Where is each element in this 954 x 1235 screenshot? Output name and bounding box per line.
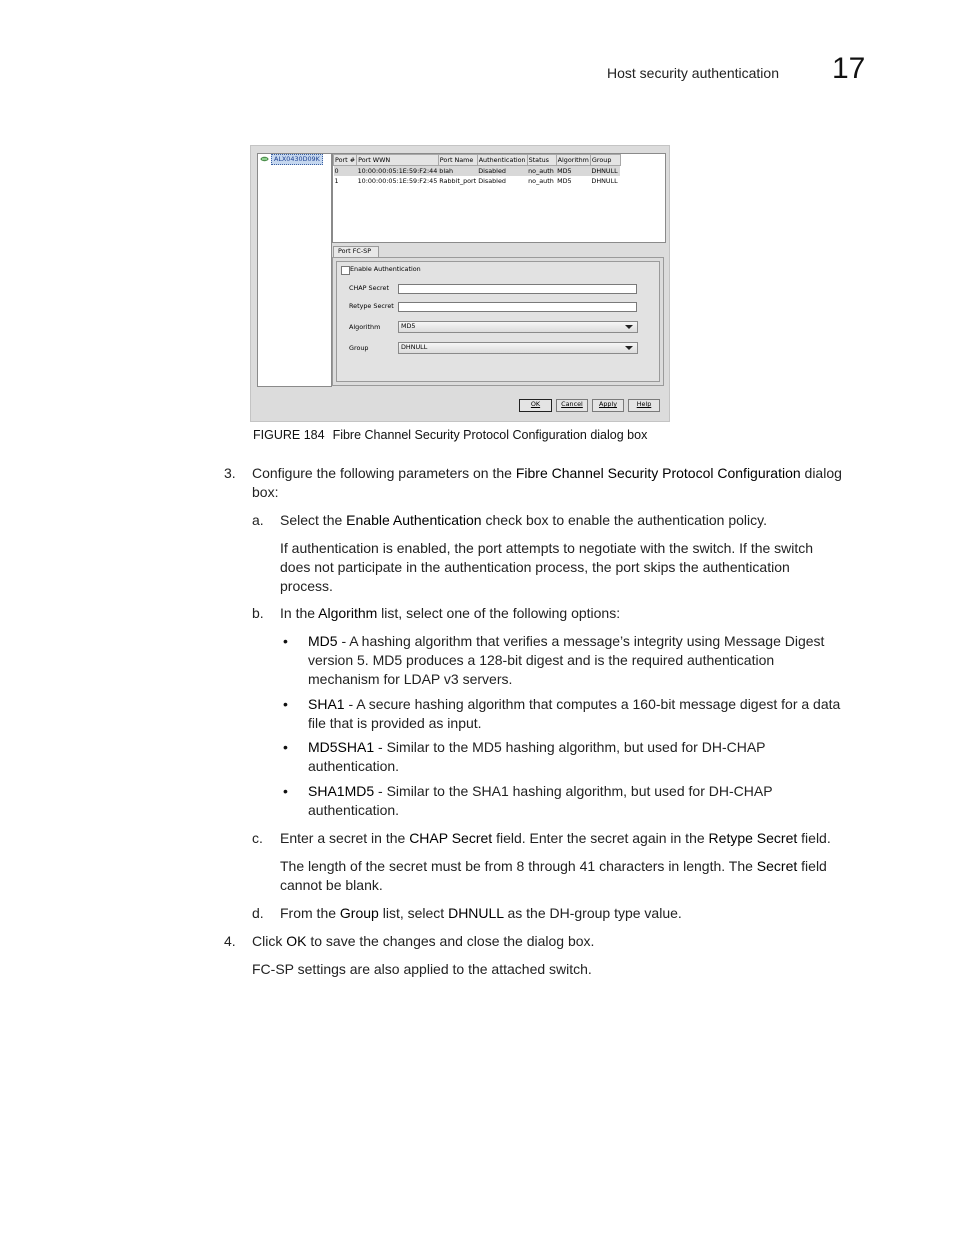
- table-cell: 0: [334, 166, 357, 177]
- step-4-paragraph: FC-SP settings are also applied to the attached switch.: [252, 961, 592, 977]
- table-header-row: [334, 155, 621, 166]
- bullet-icon: •: [283, 696, 288, 712]
- fc-sp-form: [336, 261, 660, 382]
- ok-button-label: OK: [530, 400, 541, 408]
- table-cell: Disabled: [477, 166, 527, 177]
- table-cell: Disabled: [478, 176, 506, 185]
- text-run: - Similar to the MD5 hashing algorithm, but used for DH-CHAP: [374, 739, 766, 755]
- table-cell: DHNULL: [590, 166, 620, 177]
- table-row[interactable]: [334, 166, 621, 177]
- ui-term: OK: [286, 933, 307, 949]
- help-button-label: Help: [636, 400, 652, 408]
- column-header[interactable]: Port Name: [438, 155, 477, 166]
- chap-secret-field[interactable]: [398, 284, 637, 294]
- bullet-icon: •: [283, 633, 288, 649]
- text-run: list, select: [378, 905, 449, 921]
- bullet-sha1: [308, 695, 883, 733]
- algorithm-select[interactable]: [398, 321, 638, 333]
- text-line: version 5. MD5 produces a 128-bit digest and is the required authentication: [308, 652, 775, 668]
- text-line: does not participate in the authentication process, the port skips the authentication: [280, 559, 790, 575]
- text-run: check box to enable the authentication policy.: [481, 512, 767, 528]
- ui-term: Group: [339, 905, 379, 921]
- text-run: From the: [280, 905, 340, 921]
- chap-secret-label: CHAP Secret: [349, 284, 389, 292]
- column-header[interactable]: Status: [527, 155, 556, 166]
- enable-authentication-checkbox[interactable]: [341, 266, 350, 275]
- substep-label: d.: [252, 905, 264, 921]
- column-header[interactable]: Authentication: [478, 155, 526, 164]
- ui-term: MD5SHA1: [308, 739, 375, 755]
- substep-c-text: [280, 829, 880, 848]
- text-run: Enter a secret in the: [280, 830, 410, 846]
- chevron-down-icon: [625, 325, 633, 329]
- apply-button-label: Apply: [598, 400, 618, 408]
- text-run: box:: [252, 484, 279, 500]
- retype-secret-label: Retype Secret: [349, 302, 394, 310]
- ui-term: CHAP Secret: [409, 830, 493, 846]
- port-table: [332, 153, 666, 243]
- ui-term: MD5: [308, 633, 338, 649]
- table-cell: MD5: [557, 176, 572, 185]
- figure-title: Fibre Channel Security Protocol Configuration dialog box: [332, 428, 648, 442]
- algorithm-value: MD5: [401, 322, 416, 330]
- text-line: mechanism for LDAP v3 servers.: [308, 671, 513, 687]
- text-run: Click: [252, 933, 287, 949]
- fc-sp-panel: [332, 257, 664, 386]
- substep-b-text: [280, 604, 872, 623]
- step-number: 3.: [224, 465, 236, 481]
- algorithm-label: Algorithm: [349, 323, 381, 331]
- network-device-icon: [260, 156, 269, 162]
- text-run: The length of the secret must be from 8 through 41 characters in length. The: [280, 858, 757, 874]
- figure-caption: [253, 428, 647, 442]
- text-line: authentication.: [308, 802, 400, 818]
- ui-term: Fibre Channel Security Protocol Configuration: [515, 465, 801, 481]
- cancel-button[interactable]: [556, 399, 588, 412]
- help-button[interactable]: [628, 399, 660, 412]
- text-run: Configure the following parameters on the: [252, 465, 516, 481]
- text-run: - Similar to the SHA1 hashing algorithm, but used for DH-CHAP: [374, 783, 773, 799]
- ui-term: Retype Secret: [708, 830, 798, 846]
- tree-node-device[interactable]: ALX0430D09K: [271, 154, 323, 165]
- column-header[interactable]: Algorithm: [557, 155, 589, 164]
- text-line: If authentication is enabled, the port attempts to negotiate with the switch. If the switch: [280, 540, 814, 556]
- substep-label: c.: [252, 830, 263, 846]
- text-line: cannot be blank.: [280, 877, 383, 893]
- table-cell: 10:00:00:05:1E:59:F2:45: [357, 176, 438, 185]
- table-cell: no_auth: [528, 176, 554, 185]
- bullet-sha1md5: [308, 782, 883, 820]
- group-label: Group: [349, 344, 369, 352]
- group-value: DHNULL: [401, 343, 428, 351]
- ui-term: Enable Authentication: [346, 512, 482, 528]
- substep-d-text: [280, 904, 880, 923]
- text-run: - A secure hashing algorithm that computes a 160-bit message digest for a data: [344, 696, 841, 712]
- dialog-screenshot: [250, 145, 670, 422]
- ok-button[interactable]: [519, 399, 552, 412]
- table-cell: DHNULL: [591, 176, 618, 185]
- table-cell: no_auth: [527, 166, 556, 177]
- text-run: dialog: [800, 465, 842, 481]
- text-line: file that is provided as input.: [308, 715, 482, 731]
- text-line: authentication.: [308, 758, 400, 774]
- cancel-button-label: Cancel: [561, 400, 583, 408]
- substep-c-paragraph: [280, 857, 880, 895]
- step-number: 4.: [224, 933, 236, 949]
- table-cell: blah: [438, 166, 477, 177]
- text-run: as the DH-group type value.: [503, 905, 682, 921]
- chevron-down-icon: [625, 346, 633, 350]
- table-cell: Rabbit_port: [439, 176, 477, 185]
- table-cell: 1: [334, 176, 339, 185]
- table-cell: MD5: [556, 166, 590, 177]
- ui-term: SHA1: [308, 696, 345, 712]
- bullet-icon: •: [283, 783, 288, 799]
- text-line: process.: [280, 578, 333, 594]
- text-run: field. Enter the secret again in the: [492, 830, 709, 846]
- column-header[interactable]: Port WWN: [357, 155, 439, 166]
- text-run: - A hashing algorithm that verifies a message’s integrity using Message Digest: [337, 633, 825, 649]
- apply-button[interactable]: [592, 399, 624, 412]
- substep-a-text: [280, 511, 872, 530]
- substep-label: a.: [252, 512, 264, 528]
- figure-number: FIGURE 184: [253, 428, 325, 442]
- bullet-icon: •: [283, 739, 288, 755]
- bullet-md5: [308, 632, 883, 689]
- running-header: Host security authentication: [607, 65, 779, 81]
- step-3-text: [252, 464, 872, 502]
- tab-port-fc-sp[interactable]: Port FC-SP: [333, 246, 379, 257]
- table-row[interactable]: [334, 176, 621, 186]
- text-run: list, select one of the following options:: [377, 605, 621, 621]
- enable-authentication-label: Enable Authentication: [350, 265, 421, 273]
- device-tree: [257, 153, 332, 387]
- table-cell: 10:00:00:05:1E:59:F2:44: [357, 166, 438, 175]
- text-run: field: [797, 858, 827, 874]
- ui-term: DHNULL: [448, 905, 504, 921]
- text-run: field.: [797, 830, 831, 846]
- text-run: to save the changes and close the dialog box.: [306, 933, 595, 949]
- substep-label: b.: [252, 605, 264, 621]
- text-run: Select the: [280, 512, 347, 528]
- substep-a-paragraph: [280, 539, 880, 596]
- bullet-md5sha1: [308, 738, 883, 776]
- ui-term: SHA1MD5: [308, 783, 375, 799]
- retype-secret-field[interactable]: [398, 302, 637, 312]
- step-4-text: [252, 932, 872, 951]
- group-select[interactable]: [398, 342, 638, 354]
- ui-term: Algorithm: [318, 605, 378, 621]
- column-header[interactable]: Port #: [335, 155, 356, 164]
- column-header[interactable]: Group: [590, 155, 620, 166]
- chapter-number: 17: [832, 52, 866, 85]
- text-run: In the: [280, 605, 319, 621]
- ui-term: Secret: [756, 858, 798, 874]
